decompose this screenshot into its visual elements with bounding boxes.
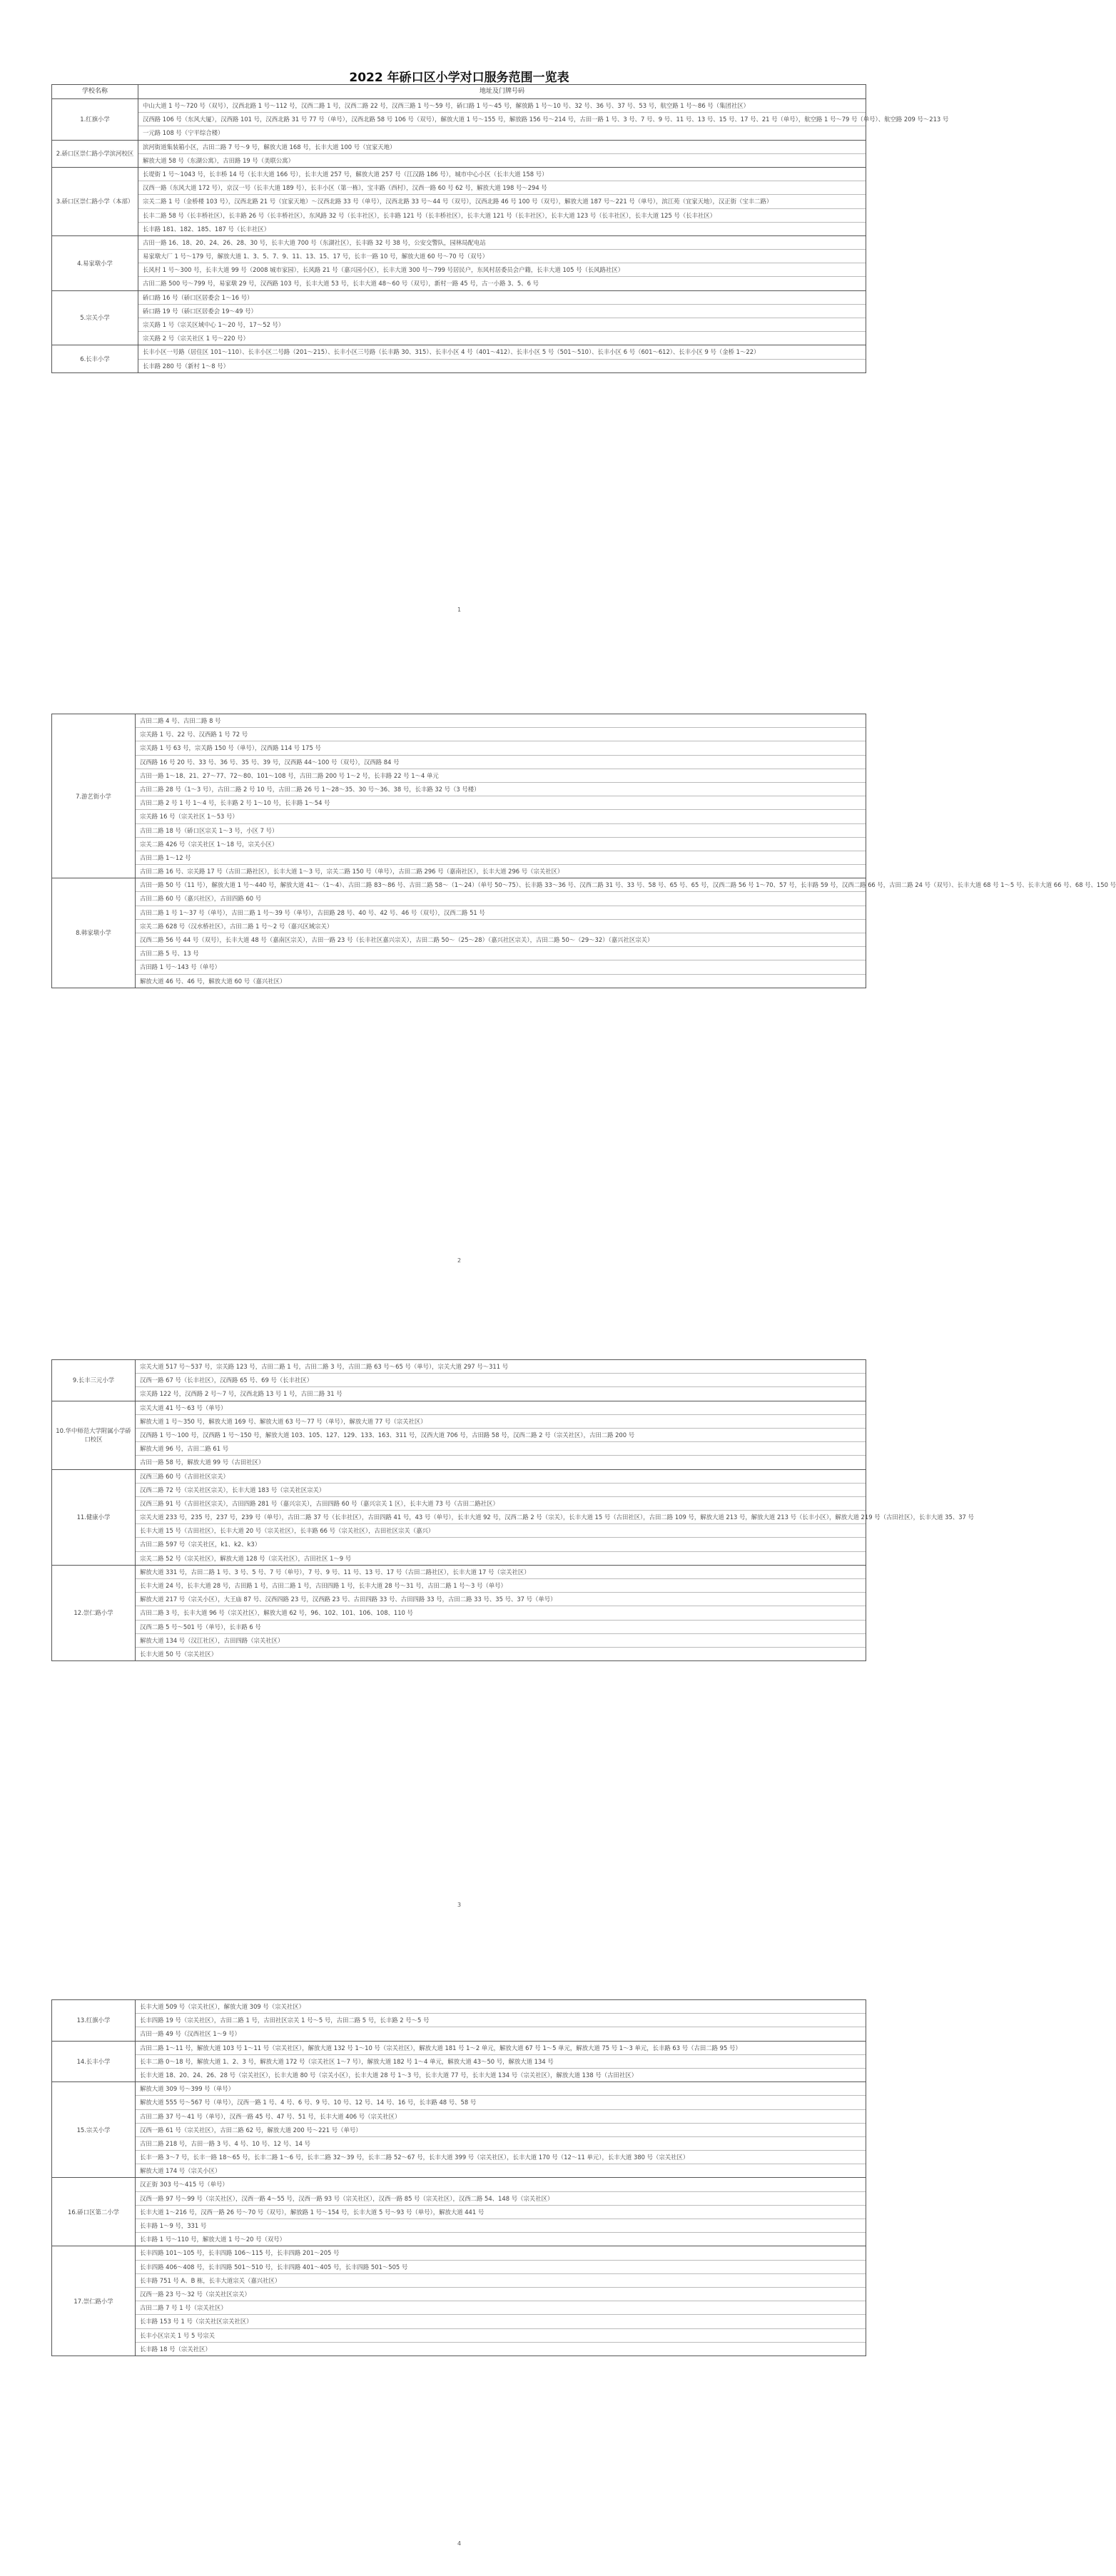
address-line: 汉西一路 61 号（宗关社区），古田二路 62 号，解放大道 200 号～221 号（单号） bbox=[136, 2124, 866, 2137]
address-line: 解放大道 331 号，古田二路 1 号、3 号、5 号、7 号（单号），7 号、9 号、11 号、13 号、17 号（古田二路社区），长丰大道 17 号（宗关社区） bbox=[136, 1566, 866, 1579]
school-row bbox=[52, 140, 866, 167]
address-cell bbox=[136, 714, 866, 878]
school-name: 6.长丰小学 bbox=[52, 345, 138, 372]
address-line: 中山大道 1 号～720 号（双号），汉西北路 1 号～112 号，汉西二路 1 号，汉西二路 22 号，汉西三路 1 号～59 号，硚口路 1 号～45 号，解放路 1 号～10 号、32 号、36 号、37 号、53 号，航空路 1 号～86 号（集团社区） bbox=[138, 99, 866, 113]
address-line: 宗关二路 1 号（金桥楼 103 号），汉西北路 21 号（宜家天地）～汉西北路 33 号（单号），汉西北路 33 号～44 号（双号），汉西北路 46 号 100 号（双号），解放大道 187 号～221 号（单号），滨江苑（宜家天地），汉正街（宝丰二路） bbox=[138, 195, 866, 208]
address-cell bbox=[138, 345, 866, 372]
address-line: 一元路 108 号（宁平综合楼） bbox=[143, 129, 224, 137]
page-number: 1 bbox=[457, 607, 462, 613]
address-line: 长丰大道 15 号（古田社区），长丰大道 20 号（宗关社区），长丰路 66 号（宗关社区），古田社区宗关（嘉兴） bbox=[136, 1524, 866, 1538]
address-line: 长丰小区一号路（居住区 101～110）、长丰小区二号路（201～215）、长丰小区三号路（长丰路 30、315）、长丰小区 4 号（401～412）、长丰小区 5 号（501～510）、长丰小区 6 号（601～612）、长丰小区 9 号（金桥 1～22） bbox=[138, 345, 866, 359]
address-line: 古田二路 3 号，长丰大道 96 号（宗关社区），解放大道 62 号，96、102、101、106、108、110 号 bbox=[136, 1606, 866, 1620]
address-cell bbox=[138, 167, 866, 235]
school-row bbox=[52, 878, 866, 988]
address-line: 古田一路 16、18、20、24、26、28、30 号，长丰大道 700 号（东湖社区），长丰路 32 号 38 号，公安交警队，园林局配电站 bbox=[138, 236, 866, 250]
address-line: 长丰四路 406～408 号，长丰四路 501～510 号，长丰四路 401～405 号，长丰四路 501～505 号 bbox=[136, 2261, 866, 2274]
address-cell bbox=[136, 2000, 866, 2042]
address-line: 宗关路 2 号（宗关社区 1 号～220 号） bbox=[143, 335, 249, 343]
school-row bbox=[52, 714, 866, 878]
school-name: 9.长丰三元小学 bbox=[52, 1360, 136, 1401]
address-line: 汉西二路 56 号 44 号（双号），长丰大道 48 号（嘉南区宗关），古田一路 23 号（长丰社区嘉兴宗关），古田二路 50～（25～28）（嘉兴社区宗关），古田二路 50～（29～32）（嘉兴社区宗关） bbox=[136, 933, 866, 947]
address-line: 宗关大道 41 号～63 号（单号） bbox=[136, 1401, 866, 1415]
address-line: 易家墩大厂 1 号～179 号，解放大道 1、3、5、7、9、11、13、15、17 号，长丰一路 10 号，解放大道 60 号～70 号（双号） bbox=[138, 250, 866, 263]
school-row bbox=[52, 235, 866, 290]
school-name: 3.硚口区崇仁路小学（本部） bbox=[52, 167, 138, 235]
address-line: 古田一路 50 号（11 号），解放大道 1 号～440 号，解放大道 41～（1～4）、古田二路 83～86 号、古田二路 58～（1～24）（单号 50～75）、长丰路 33～36 号、汉西二路 31 号、33 号、58 号、65 号、65 号，汉西二路 56 号 1～70、57 号，长丰路 59 号，汉西二路 66 号，古田二路 24 号（双号）、长丰大道 68 号 1～5 号、长丰大道 66 号、68 号、150 号 bbox=[136, 878, 866, 892]
address-line: 宗关路 1 号（宗关区域中心 1～20 号，17～52 号） bbox=[138, 318, 866, 332]
school-row bbox=[52, 1469, 866, 1565]
address-line: 硚口路 16 号（硚口区居委会 1～16 号） bbox=[138, 291, 866, 305]
address-cell bbox=[136, 2246, 866, 2356]
address-header: 地址及门牌号码 bbox=[138, 85, 866, 99]
school-row bbox=[52, 1565, 866, 1660]
school-row bbox=[52, 1360, 866, 1401]
school-row bbox=[52, 345, 866, 372]
address-line: 古田二路 597 号（宗关社区，k1、k2、k3） bbox=[136, 1538, 866, 1551]
school-row bbox=[52, 1401, 866, 1469]
address-line: 宗关路 1 号 63 号，宗关路 150 号（单号），汉西路 114 号 175 号 bbox=[136, 741, 866, 755]
address-line: 长丰大道 1～216 号，汉西一路 26 号～70 号（双号），解放路 1 号～154 号，长丰大道 5 号～93 号（单号），解放大道 441 号 bbox=[136, 2206, 866, 2219]
address-cell bbox=[138, 235, 866, 290]
address-line: 解放大道 46 号、46 号，解放大道 60 号（嘉兴社区） bbox=[140, 977, 286, 985]
address-line: 汉西三路 91 号（古田社区宗关），古田四路 281 号（嘉兴宗关），古田四路 60 号（嘉兴宗关 1 区），长丰大道 73 号（古田二路社区） bbox=[136, 1497, 866, 1511]
address-cell bbox=[138, 140, 866, 167]
address-line: 古田路 1 号～143 号（单号） bbox=[136, 960, 866, 974]
school-name: 17.崇仁路小学 bbox=[52, 2246, 136, 2356]
address-line: 汉西三路 60 号（古田社区宗关） bbox=[136, 1470, 866, 1484]
address-cell bbox=[136, 1360, 866, 1401]
address-line: 汉正街 303 号～415 号（单号） bbox=[136, 2178, 866, 2191]
address-line: 宗关二路 52 号（宗关社区），解放大道 128 号（宗关社区），古田社区 1～9 号 bbox=[140, 1554, 352, 1562]
page-number: 3 bbox=[457, 1902, 462, 1908]
address-line: 长丰路 1～9 号，331 号 bbox=[136, 2219, 866, 2233]
school-range-table-page-1 bbox=[51, 84, 949, 373]
address-line: 汉西路 1 号～100 号，汉西路 1 号～150 号，解放大道 103、105、127、129、133、163、311 号，汉西大道 706 号，古田路 58 号，汉西二路 2 号（宗关社区），古田二路 200 号 bbox=[136, 1429, 866, 1442]
address-line: 解放大道 309 号～399 号（单号） bbox=[136, 2082, 866, 2096]
address-cell bbox=[136, 1401, 866, 1469]
address-line: 古田二路 500 号～799 号，易家墩 29 号，汉西路 103 号，长丰大道 53 号，长丰大道 48～60 号（双号），新村一路 45 号，古一小路 3、5、6 号 bbox=[143, 280, 539, 288]
address-line: 滨河街道集装箱小区，古田二路 7 号～9 号，解放大道 168 号，长丰大道 100 号（宜家天地） bbox=[138, 141, 866, 154]
address-line: 长丰二路 58 号（长丰桥社区），长丰路 26 号（长丰桥社区），东风路 32 号（长丰社区），长丰路 121 号（长丰桥社区），长丰大道 121 号（长丰社区），长丰大道 123 号（长丰社区），长丰大道 125 号（长丰社区） bbox=[138, 209, 866, 223]
school-name: 11.健康小学 bbox=[52, 1469, 136, 1565]
address-line: 长丰大道 24 号，长丰大道 28 号，古田路 1 号，古田二路 1 号，古田四路 1 号，长丰大道 28 号～31 号，古田二路 1 号～3 号（单号） bbox=[136, 1579, 866, 1593]
school-row bbox=[52, 167, 866, 235]
address-line: 古田二路 16 号、宗关路 17 号（古田二路社区），长丰大道 1～3 号，宗关二路 150 号（单号），古田二路 296 号（嘉南社区），长丰大道 296 号（宗关社区） bbox=[140, 868, 564, 876]
address-line: 解放大道 555 号～567 号（单号），汉西一路 1 号、4 号、6 号、9 号、10 号、12 号、14 号、16 号，长丰路 48 号、58 号 bbox=[136, 2096, 866, 2109]
school-row bbox=[52, 290, 866, 345]
address-line: 古田二路 1～11 号，解放大道 103 号 1～11 号（宗关社区），解放大道 132 号 1～10 号（宗关社区），解放大道 181 号 1～2 单元，解放大道 67 号 1～5 单元，解放大道 75 号 1～3 单元，长丰路 63 号（古田二路 95 号） bbox=[136, 2042, 866, 2055]
address-line: 古田二路 60 号（嘉兴社区），古田四路 60 号 bbox=[136, 892, 866, 906]
address-line: 长丰路 1 号～110 号，解放大道 1 号～20 号（双号） bbox=[140, 2236, 286, 2243]
address-line: 宗关路 16 号（宗关社区 1～53 号） bbox=[136, 810, 866, 823]
address-cell bbox=[136, 1469, 974, 1565]
address-line: 古田二路 1～12 号 bbox=[136, 851, 866, 865]
school-name-header: 学校名称 bbox=[52, 85, 138, 99]
school-name: 10.华中师范大学附属小学硚口校区 bbox=[52, 1401, 136, 1469]
address-line: 宗关路 1 号、22 号、汉西路 1 号 72 号 bbox=[136, 728, 866, 741]
address-line: 长丰二路 0～18 号，解放大道 1、2、3 号，解放大道 172 号（宗关社区 1～7 号），解放大道 182 号 1～4 单元，解放大道 43～50 号，解放大道 134 号 bbox=[136, 2055, 866, 2069]
school-name: 2.硚口区崇仁路小学滨河校区 bbox=[52, 140, 138, 167]
table-header-row bbox=[52, 85, 866, 99]
address-line: 解放大道 1 号～350 号，解放大道 169 号、解放大道 63 号～77 号（单号），解放大道 77 号（宗关社区） bbox=[136, 1415, 866, 1429]
address-line: 硚口路 19 号（硚口区居委会 19～49 号） bbox=[138, 305, 866, 318]
address-line: 汉西路 106 号（东风大厦），汉西路 101 号，汉西北路 31 号 77 号（单号），汉西北路 58 号 106 号（双号），解放大道 1 号～155 号，解放路 156 号～214 号，古田一路 1 号、3 号、7 号、9 号、11 号、13 号、15 号、17 号、21 号（单号），航空路 1 号～79 号（单号）、航空路 209 号～213 号 bbox=[138, 113, 866, 126]
address-line: 解放大道 134 号（汉江社区），古田四路（宗关社区） bbox=[136, 1634, 866, 1648]
address-line: 汉西二路 72 号（宗关社区宗关），长丰大道 183 号（宗关社区宗关） bbox=[136, 1484, 866, 1497]
address-line: 古田一路 1～18、21、27～77、72～80、101～108 号，古田二路 200 号 1～2 号，长丰路 22 号 1～4 单元 bbox=[136, 769, 866, 783]
school-range-table-page-4 bbox=[51, 1999, 866, 2356]
address-line: 汉西一路 23 号～32 号（宗关社区宗关） bbox=[136, 2288, 866, 2301]
address-line: 长丰四路 101～105 号，长丰四路 106～115 号，长丰四路 201～205 号 bbox=[136, 2246, 866, 2260]
address-line: 长丰大道 18、20、24、26、28 号（宗关社区），长丰大道 80 号（宗关小区），长丰大道 28 号 1～3 号，长丰大道 77 号，长丰大道 134 号（宗关社区），解放大道 138 号（古田社区） bbox=[140, 2071, 637, 2079]
address-cell bbox=[136, 1565, 866, 1660]
address-line: 古田二路 7 号 1 号（宗关社区） bbox=[136, 2301, 866, 2315]
address-line: 汉西路 16 号 20 号、33 号、36 号、35 号、39 号，汉西路 44～100 号（双号），汉西路 84 号 bbox=[136, 756, 866, 769]
school-name: 7.游艺街小学 bbox=[52, 714, 136, 878]
address-line: 古田二路 5 号、13 号 bbox=[136, 947, 866, 960]
address-line: 解放大道 58 号（东湖公寓），古田路 19 号（美联公寓） bbox=[143, 156, 295, 164]
school-name: 5.宗关小学 bbox=[52, 290, 138, 345]
page-number: 4 bbox=[457, 2540, 462, 2547]
address-cell bbox=[138, 290, 866, 345]
address-line: 宗关大道 233 号，235 号，237 号，239 号（单号），古田二路 37 号（长丰社区），古田四路 41 号，43 号（单号），长丰大道 92 号，汉西二路 2 号（宗关），长丰大道 15 号（古田社区），古田二路 109 号，解放大道 213 号，解放大道 213 号（长丰小区），解放大道 219 号（古田社区），长丰大道 35、37 号 bbox=[136, 1511, 866, 1524]
address-line: 宗关路 122 号，汉西路 2 号～7 号，汉西北路 13 号 1 号，古田二路 31 号 bbox=[140, 1390, 343, 1398]
address-line: 宗关二路 628 号（汉水桥社区），古田二路 1 号～2 号（嘉兴区域宗关） bbox=[136, 920, 866, 933]
address-line: 长丰大道 509 号（宗关社区），解放大道 309 号（宗关社区） bbox=[136, 2000, 866, 2014]
address-cell bbox=[136, 2041, 866, 2082]
school-range-table-page-2 bbox=[51, 714, 1116, 988]
school-name: 13.红旗小学 bbox=[52, 2000, 136, 2042]
address-cell bbox=[136, 2082, 866, 2178]
school-name: 4.易家墩小学 bbox=[52, 235, 138, 290]
address-line: 长丰大道 50 号（宗关社区） bbox=[140, 1650, 218, 1658]
address-line: 长丰路 181、182、185、187 号（长丰社区） bbox=[143, 225, 270, 233]
address-line: 宗关大道 517 号～537 号，宗关路 123 号，古田二路 1 号，古田二路 3 号，古田二路 63 号～65 号（单号），宗关大道 297 号～311 号 bbox=[136, 1360, 866, 1374]
address-line: 古田二路 218 号，古田一路 3 号、4 号、10 号、12 号、14 号 bbox=[136, 2137, 866, 2151]
address-line: 长丰路 751 号 A、B 栋，长丰大道宗关（嘉兴社区） bbox=[136, 2274, 866, 2288]
address-line: 汉西二路 5 号～501 号（单号），长丰路 6 号 bbox=[136, 1621, 866, 1634]
address-line: 长丰路 18 号（宗关社区） bbox=[140, 2345, 211, 2353]
address-line: 长丰一路 3～7 号，长丰一路 18～65 号，长丰二路 1～6 号，长丰二路 32～39 号，长丰二路 52～67 号，长丰大道 399 号（宗关社区），长丰大道 170 号（12～11 单元），长丰大道 380 号（宗关社区） bbox=[136, 2151, 866, 2164]
address-line: 古田二路 37 号～41 号（单号），汉西一路 45 号、47 号、51 号，长丰大道 406 号（宗关社区） bbox=[136, 2110, 866, 2124]
school-name: 15.宗关小学 bbox=[52, 2082, 136, 2178]
address-line: 长丰四路 19 号（宗关社区），古田二路 1 号，古田社区宗关 1 号～5 号，古田二路 5 号，长丰路 2 号～5 号 bbox=[136, 2014, 866, 2027]
address-cell bbox=[136, 878, 1116, 988]
school-row bbox=[52, 2246, 866, 2356]
address-cell bbox=[136, 2178, 866, 2246]
address-line: 古田二路 28 号（1～3 号），古田二路 2 号 10 号，古田二路 26 号 1～28～35、30 号～36、38 号，长丰路 32 号（3 号楼） bbox=[136, 783, 866, 796]
school-name: 1.红旗小学 bbox=[52, 99, 138, 141]
address-line: 解放大道 96 号，古田二路 61 号 bbox=[136, 1442, 866, 1456]
address-line: 古田一路 49 号（汉西社区 1～9 号） bbox=[140, 2030, 240, 2038]
address-line: 长风村 1 号～300 号，长丰大道 99 号（2008 城市家园），长风路 21 号（嘉兴园小区），长丰大道 300 号～799 号居民户，东风村居委员会户籍，长丰大道 105 号（长风路社区） bbox=[138, 263, 866, 277]
address-line: 古田二路 4 号、古田二路 8 号 bbox=[136, 714, 866, 728]
address-line: 解放大道 174 号（宗关小区） bbox=[140, 2167, 221, 2175]
address-line: 古田二路 2 号 1 号 1～4 号，长丰路 2 号 1～10 号，长丰路 1～54 号 bbox=[136, 796, 866, 810]
page-title: 2022 年硚口区小学对口服务范围一览表 bbox=[349, 71, 569, 85]
school-name: 8.韩家墩小学 bbox=[52, 878, 136, 988]
address-line: 汉西一路 67 号（长丰社区），汉西路 65 号、69 号（长丰社区） bbox=[136, 1374, 866, 1387]
address-line: 长丰路 153 号 1 号（宗关社区宗关社区） bbox=[136, 2315, 866, 2328]
address-line: 解放大道 217 号（宗关小区），大王庙 87 号、汉西四路 23 号，汉西路 23 号、古田四路 33 号、古田四路 33 号，古田二路 33 号、35 号、37 号（单号） bbox=[136, 1593, 866, 1606]
school-name: 12.崇仁路小学 bbox=[52, 1565, 136, 1660]
page-number: 2 bbox=[457, 1257, 462, 1264]
school-row bbox=[52, 2082, 866, 2178]
address-line: 长丰小区宗关 1 号 5 号宗关 bbox=[136, 2329, 866, 2343]
school-row bbox=[52, 2041, 866, 2082]
address-line: 汉西一路 97 号～99 号（宗关社区），汉西一路 4～55 号，汉西一路 93 号（宗关社区），汉西一路 85 号（宗关社区），汉西二路 54、148 号（宗关社区） bbox=[136, 2192, 866, 2206]
school-row bbox=[52, 99, 866, 141]
school-row bbox=[52, 2178, 866, 2246]
address-cell bbox=[138, 99, 949, 141]
address-line: 古田二路 18 号（硚口区宗关 1～3 号，小区 7 号） bbox=[136, 824, 866, 838]
address-line: 宗关二路 426 号（宗关社区 1～18 号，宗关小区） bbox=[136, 838, 866, 851]
address-line: 古田二路 1 号 1～37 号（单号），古田二路 1 号～39 号（单号），古田路 28 号、40 号、42 号、46 号（双号），汉西二路 51 号 bbox=[136, 906, 866, 920]
school-row bbox=[52, 2000, 866, 2042]
address-line: 长丰路 280 号（新村 1～8 号） bbox=[143, 362, 230, 370]
address-line: 汉西一路（东风大道 172 号），京汉一号（长丰大道 189 号），长丰小区（第一栋），宝丰路（西村），汉西一路 60 号 62 号，解放大道 198 号～294 号 bbox=[138, 181, 866, 195]
school-range-table-page-3 bbox=[51, 1359, 974, 1661]
school-name: 14.长丰小学 bbox=[52, 2041, 136, 2082]
school-name: 16.硚口区第二小学 bbox=[52, 2178, 136, 2246]
address-line: 古田一路 58 号，解放大道 99 号（古田社区） bbox=[140, 1459, 265, 1466]
address-line: 长堤街 1 号～1043 号，长丰桥 14 号（长丰大道 166 号），长丰大道 257 号，解放大道 257 号（江汉路 186 号），城市中心小区（长丰大道 158 号） bbox=[138, 168, 866, 181]
